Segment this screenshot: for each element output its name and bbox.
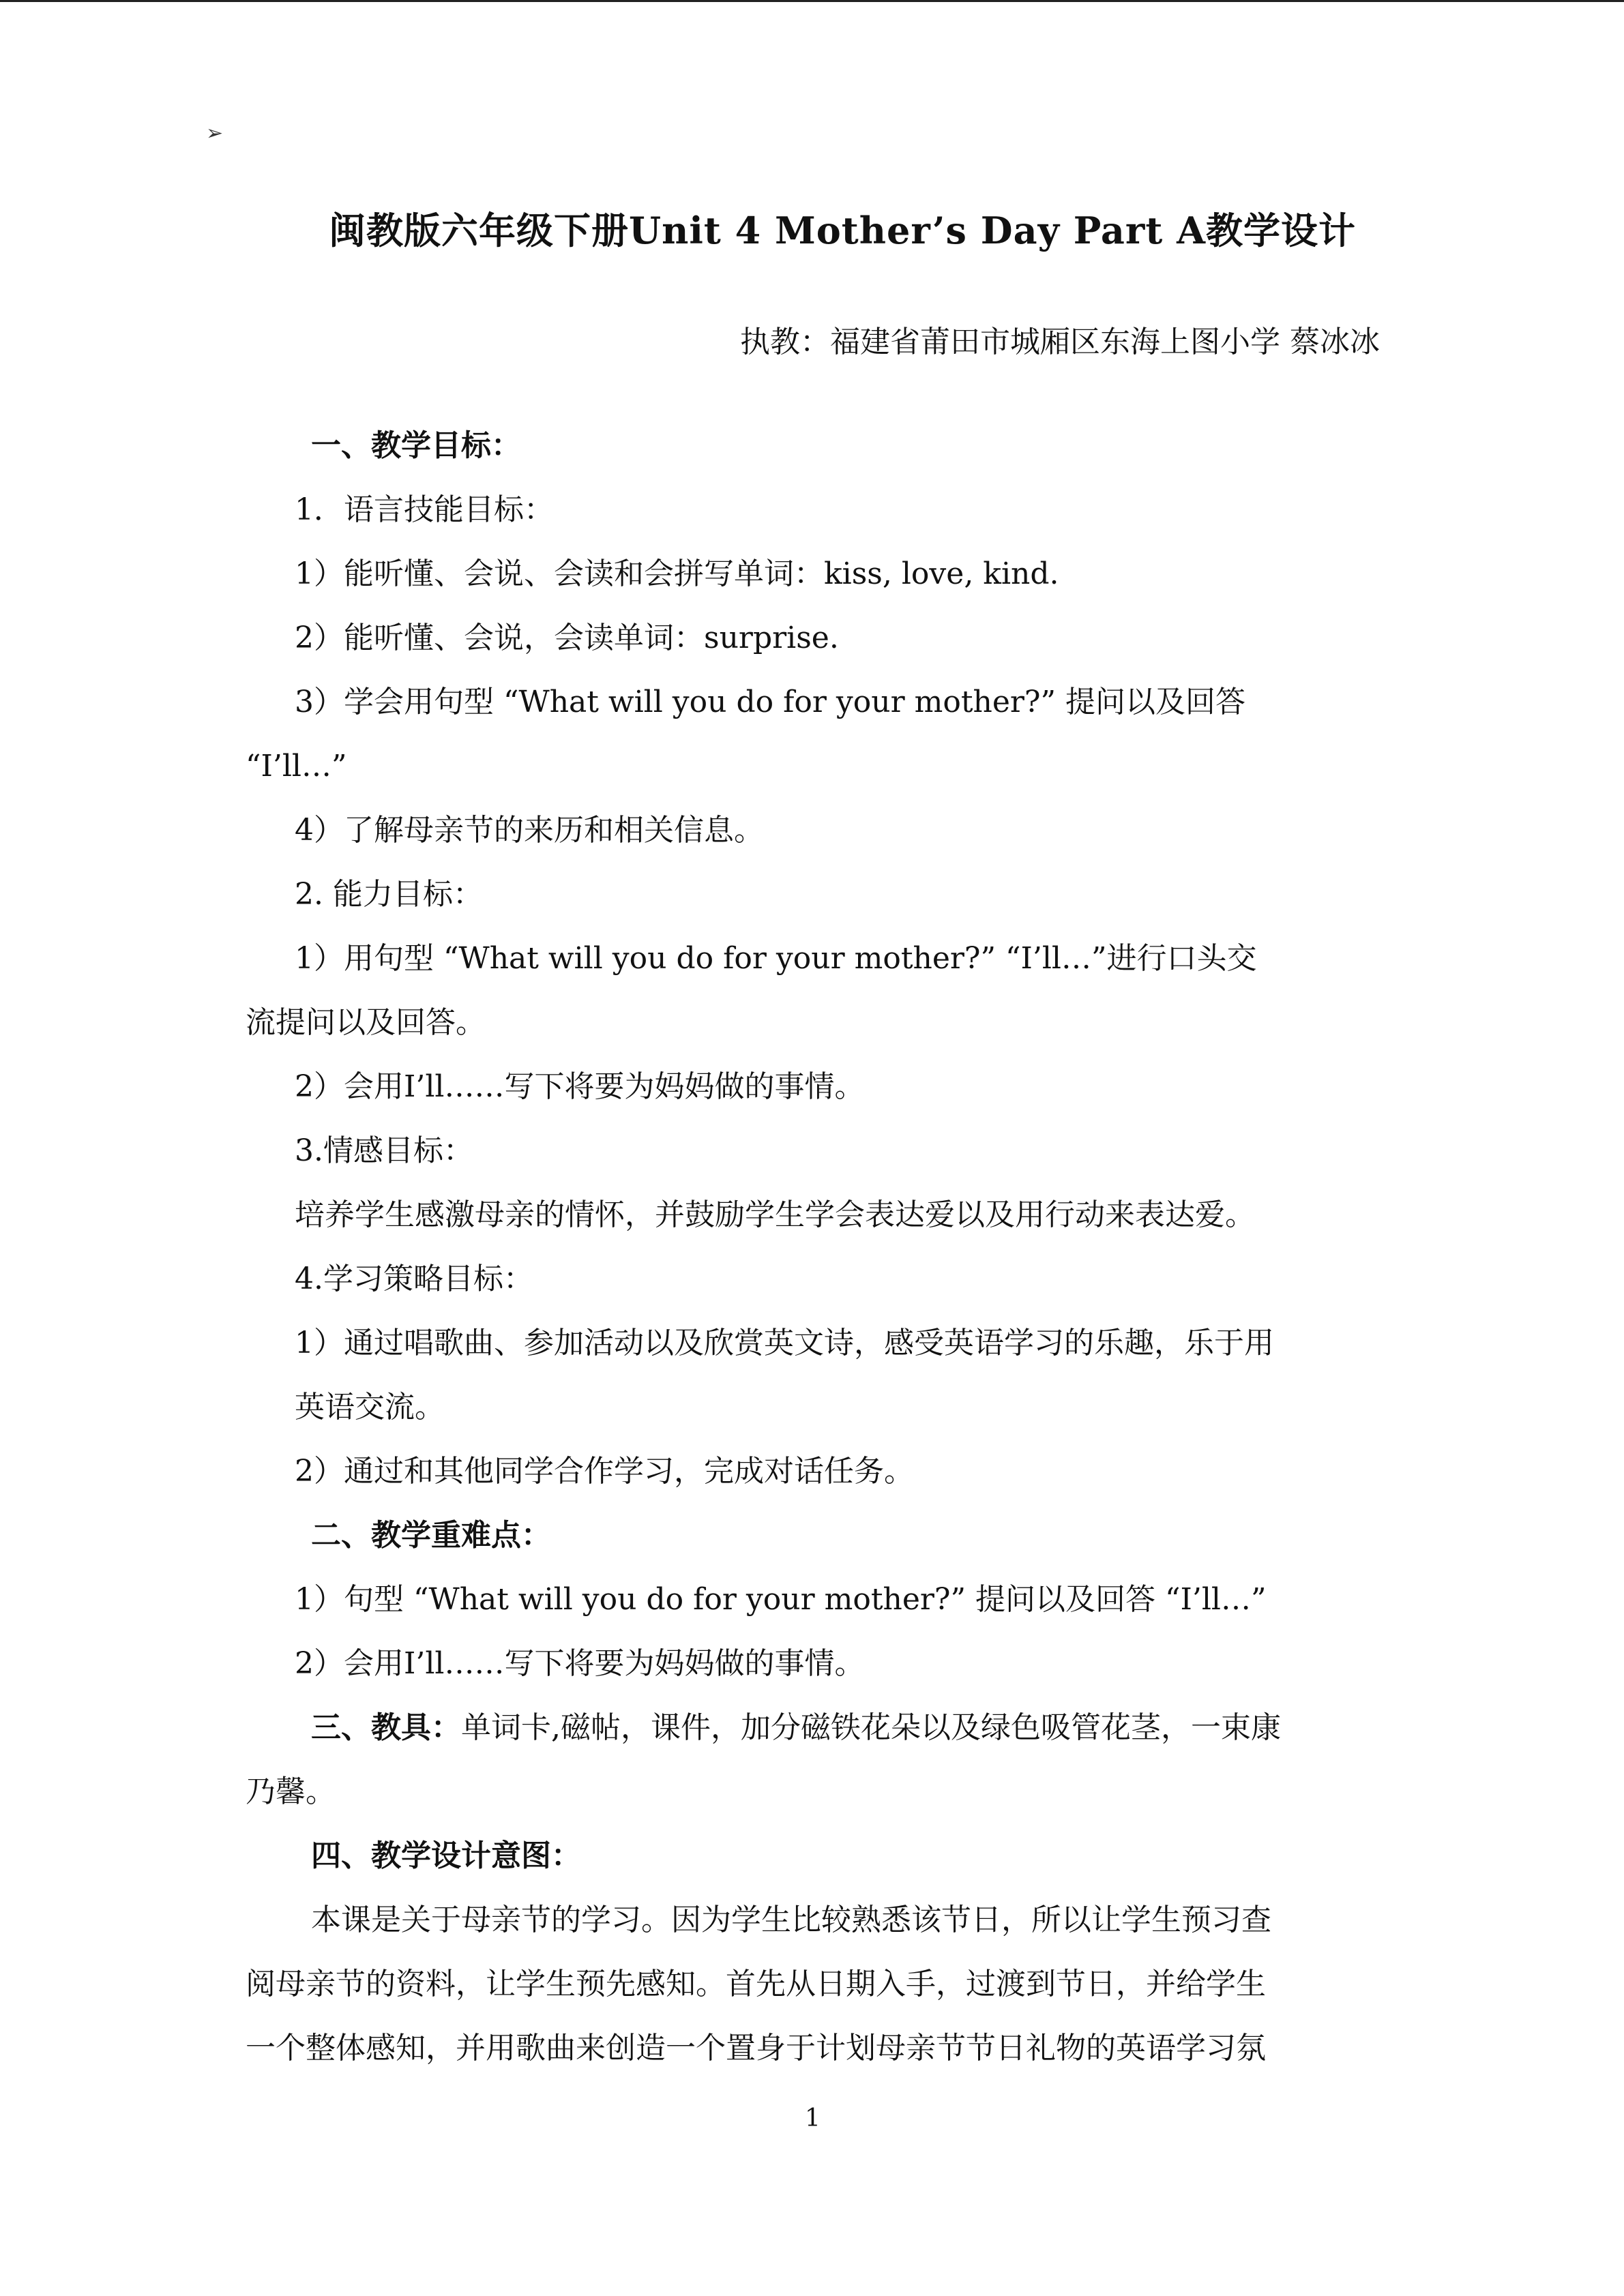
paragraph-line: 2. 能力目标： [295, 877, 483, 912]
paragraph-line: 2）会用I’ll……写下将要为妈妈做的事情。 [295, 1069, 865, 1104]
paragraph-line: 1）用句型 “What will you do for your mother?” “I’ll…”进行口头交 [295, 941, 1257, 976]
paragraph-line: 1．语言技能目标： [295, 492, 554, 527]
paragraph-line: 2）通过和其他同学合作学习，完成对话任务。 [295, 1454, 914, 1489]
paragraph-line: 英语交流。 [295, 1390, 445, 1425]
paragraph-line: 4.学习策略目标： [295, 1262, 533, 1296]
paragraph-line: 1）能听懂、会说、会读和会拼写单词：kiss, love, kind. [295, 556, 1059, 591]
paragraph-line: 2）会用I’ll……写下将要为妈妈做的事情。 [295, 1646, 865, 1681]
section-heading-teaching-aids: 三、教具： [311, 1710, 461, 1745]
paragraph-line: 一个整体感知，并用歌曲来创造一个置身于计划母亲节节日礼物的英语学习氛 [246, 2031, 1266, 2066]
paragraph-line: 1）通过唱歌曲、参加活动以及欣赏英文诗，感受英语学习的乐趣，乐于用 [295, 1326, 1274, 1360]
page-number: 1 [805, 2104, 821, 2132]
author-line: 执教：福建省莆田市城厢区东海上图小学 蔡冰冰 [740, 325, 1380, 359]
paragraph-line: 3）学会用句型 “What will you do for your mother?” 提问以及回答 [295, 685, 1245, 719]
paragraph-line: 流提问以及回答。 [246, 1005, 486, 1040]
paragraph-line: 3.情感目标： [295, 1133, 473, 1168]
bullet-arrow-icon: ➢ [206, 121, 224, 145]
paragraph-line: 乃馨。 [246, 1774, 336, 1809]
teaching-aids-line [311, 1708, 1281, 1748]
section-heading-key-points: 二、教学重难点： [311, 1518, 551, 1553]
document-title: 闽教版六年级下册Unit 4 Mother’s Day Part A教学设计 [329, 209, 1356, 252]
page-top-border [0, 0, 1624, 2]
paragraph-line: 2）能听懂、会说，会读单词：surprise. [295, 621, 839, 655]
paragraph-line: 本课是关于母亲节的学习。因为学生比较熟悉该节日，所以让学生预习查 [311, 1903, 1271, 1937]
paragraph-line: 4）了解母亲节的来历和相关信息。 [295, 813, 764, 848]
section-heading-objectives: 一、教学目标： [311, 428, 521, 463]
paragraph-line: 阅母亲节的资料，让学生预先感知。首先从日期入手，过渡到节日，并给学生 [246, 1967, 1266, 2001]
teaching-aids-text: 单词卡,磁帖，课件，加分磁铁花朵以及绿色吸管花茎，一束康 [461, 1710, 1281, 1745]
paragraph-line: 1）句型 “What will you do for your mother?” 提问以及回答 “I’ll…” [295, 1582, 1267, 1617]
section-heading-design-intent: 四、教学设计意图： [311, 1838, 581, 1873]
paragraph-line: 培养学生感激母亲的情怀，并鼓励学生学会表达爱以及用行动来表达爱。 [295, 1197, 1255, 1232]
paragraph-line: “I’ll…” [246, 749, 347, 784]
